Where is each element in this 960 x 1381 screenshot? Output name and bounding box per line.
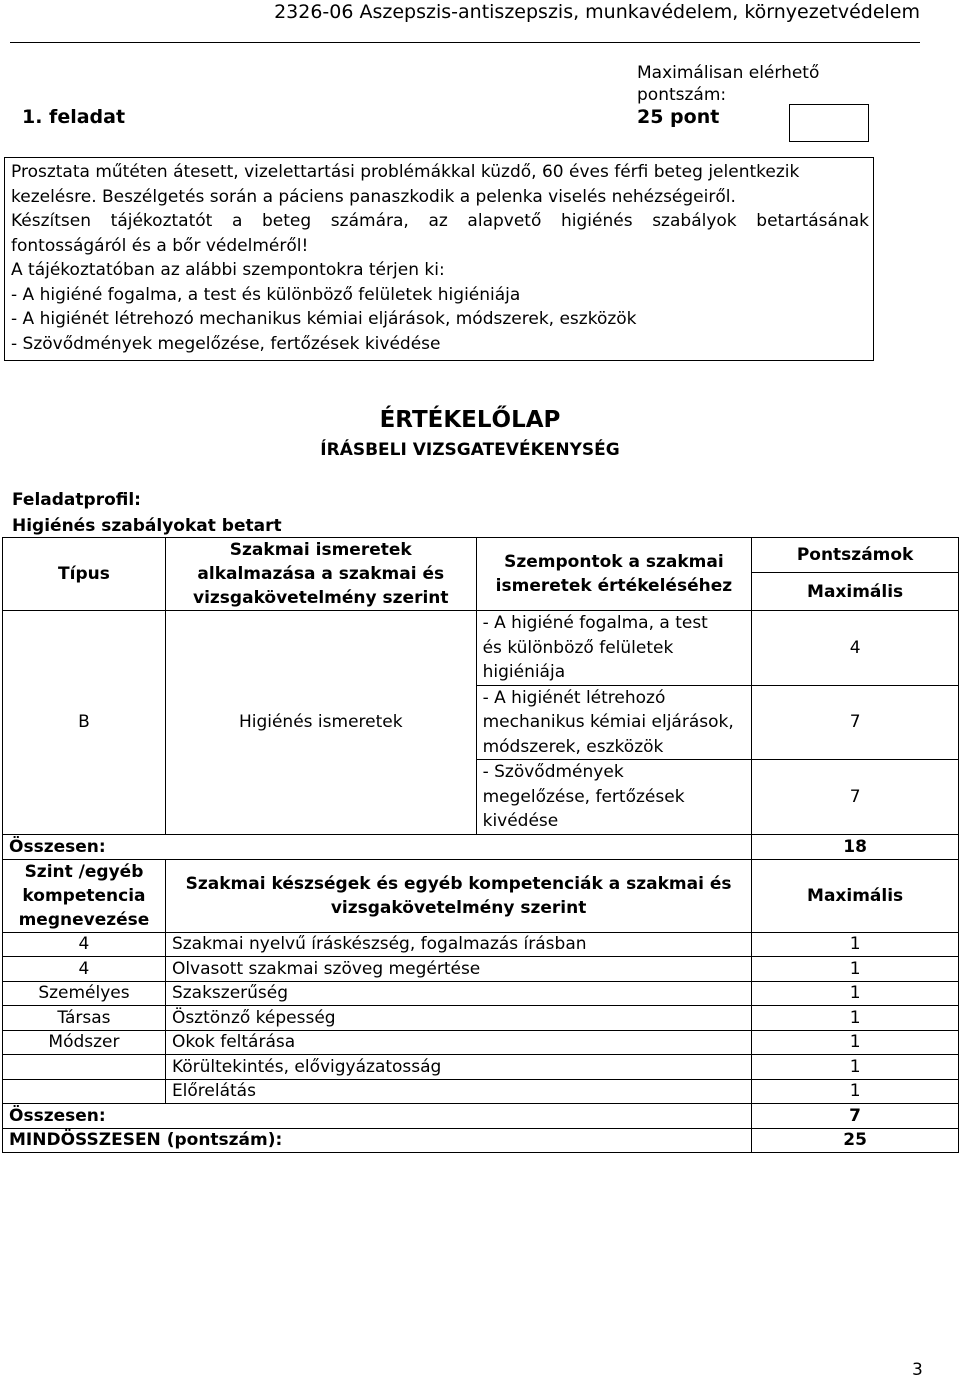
profile-value: Higiénés szabályokat betart <box>12 516 282 536</box>
skills-header-line: Szakmai készségek és egyéb kompetenciák a szakmai és <box>185 873 732 894</box>
level-header-line: kompetencia <box>22 885 146 906</box>
col-header-criteria <box>476 538 752 611</box>
skill-points: 1 <box>752 1030 959 1055</box>
max-points-label-line1: Maximálisan elérhető <box>637 63 820 83</box>
criterion-line: mechanikus kémiai eljárások, <box>482 712 734 732</box>
skill-points: 1 <box>752 1055 959 1080</box>
criterion-line: - A higiéné fogalma, a test <box>482 613 708 633</box>
col-header-criteria-line: Szempontok a szakmai <box>504 552 724 572</box>
col-header-points: Pontszámok <box>752 538 959 573</box>
skills-total-value: 7 <box>752 1104 959 1129</box>
col-header-knowledge-line: vizsgakövetelmény szerint <box>193 588 449 608</box>
skill-level: 4 <box>3 932 166 957</box>
skill-level: Személyes <box>3 981 166 1006</box>
criterion-cell <box>476 760 752 835</box>
task-bullet: - A higiéné fogalma, a test és különböző felületek higiéniája <box>11 284 521 305</box>
col-header-knowledge-line: alkalmazása a szakmai és <box>197 564 445 584</box>
skill-name: Olvasott szakmai szöveg megértése <box>165 957 751 982</box>
grand-total-value: 25 <box>752 1128 959 1153</box>
skill-name: Okok feltárása <box>165 1030 751 1055</box>
skill-name: Szakmai nyelvű íráskészség, fogalmazás írásban <box>165 932 751 957</box>
criterion-line: higiéniája <box>482 662 566 682</box>
skill-row <box>3 957 959 982</box>
criterion-cell <box>476 685 752 760</box>
task-text-line: A tájékoztatóban az alábbi szempontokra térjen ki: <box>11 260 445 280</box>
header-rule <box>10 42 920 43</box>
criterion-points: 4 <box>752 611 959 686</box>
task-text-line: kezelésre. Beszélgetés során a páciens panaszkodik a pelenka viselés nehézségeiről. <box>11 186 736 207</box>
max-points-label-line2: pontszám: <box>637 85 727 105</box>
criterion-line: - A higiénét létrehozó <box>482 687 666 708</box>
col-header-type <box>3 538 166 611</box>
document-header: 2326-06 Aszepszis-antiszepszis, munkavédelem, környezetvédelem <box>274 1 920 23</box>
subtotal-value: 18 <box>752 834 959 859</box>
task-text-line: Prosztata műtéten átesett, vizelettartási problémákkal küzdő, 60 éves férfi beteg jelentkezik <box>11 162 800 182</box>
skill-name: Ösztönző képesség <box>165 1006 751 1031</box>
max-points-label <box>637 62 819 106</box>
criterion-line: - Szövődmények <box>482 762 624 782</box>
task-label: 1. feladat <box>22 106 126 128</box>
skill-points: 1 <box>752 957 959 982</box>
eval-title: ÉRTÉKELŐLAP <box>379 407 561 433</box>
score-entry-box[interactable] <box>789 104 869 142</box>
col-header-knowledge <box>165 538 476 611</box>
col-header-type-text: Típus <box>58 564 110 584</box>
task-bullet: - Szövődmények megelőzése, fertőzések kivédése <box>11 333 441 354</box>
page-number: 3 <box>912 1360 923 1380</box>
skill-level: 4 <box>3 957 166 982</box>
criterion-points: 7 <box>752 760 959 835</box>
skill-points: 1 <box>752 932 959 957</box>
skill-name: Előrelátás <box>165 1079 751 1104</box>
skill-name: Körültekintés, elővigyázatosság <box>165 1055 751 1080</box>
skill-row <box>3 1055 959 1080</box>
grand-total-label: MINDÖSSZESEN (pontszám): <box>3 1128 752 1153</box>
level-header <box>3 859 166 932</box>
evaluation-table <box>2 537 959 1153</box>
skills-total-label: Összesen: <box>3 1104 752 1129</box>
skill-row <box>3 1006 959 1031</box>
skill-level: Módszer <box>3 1030 166 1055</box>
col-header-max: Maximális <box>752 573 959 611</box>
skill-level: Társas <box>3 1006 166 1031</box>
skill-row <box>3 1079 959 1104</box>
knowledge-value: Higiénés ismeretek <box>165 611 476 835</box>
skill-level <box>3 1079 166 1104</box>
type-value: B <box>3 611 166 835</box>
task-bullet: - A higiénét létrehozó mechanikus kémiai eljárások, módszerek, eszközök <box>11 309 637 329</box>
criterion-line: és különböző felületek <box>482 637 674 658</box>
task-profile <box>12 487 282 539</box>
skill-row <box>3 932 959 957</box>
max-points-value: 25 pont <box>637 106 720 128</box>
criterion-cell <box>476 611 752 686</box>
level-header-line: Szint /egyéb <box>24 861 144 882</box>
task-text-line: fontosságáról és a bőr védelméről! <box>11 235 309 256</box>
skills-header-line: vizsgakövetelmény szerint <box>330 897 587 918</box>
skill-level <box>3 1055 166 1080</box>
criterion-line: kivédése <box>482 811 559 831</box>
col-header-knowledge-line: Szakmai ismeretek <box>229 540 412 560</box>
skill-name: Szakszerűség <box>165 981 751 1006</box>
skill-points: 1 <box>752 981 959 1006</box>
level-header-line: megnevezése <box>18 909 150 930</box>
criterion-points: 7 <box>752 685 959 760</box>
skills-header <box>165 859 751 932</box>
subtotal-label: Összesen: <box>3 834 752 859</box>
skill-row <box>3 981 959 1006</box>
skills-max-header: Maximális <box>752 859 959 932</box>
skill-points: 1 <box>752 1079 959 1104</box>
skill-points: 1 <box>752 1006 959 1031</box>
criterion-line: megelőzése, fertőzések <box>482 786 685 807</box>
task-text-line: Készítsen tájékoztatót a beteg számára, az alapvető higiénés szabályok betartásának <box>11 211 869 231</box>
eval-subtitle: ÍRÁSBELI VIZSGATEVÉKENYSÉG <box>320 440 620 460</box>
profile-label: Feladatprofil: <box>12 490 141 510</box>
task-description-box <box>4 157 874 361</box>
col-header-criteria-line: ismeretek értékeléséhez <box>495 576 733 596</box>
criterion-line: módszerek, eszközök <box>482 736 664 757</box>
skill-row <box>3 1030 959 1055</box>
